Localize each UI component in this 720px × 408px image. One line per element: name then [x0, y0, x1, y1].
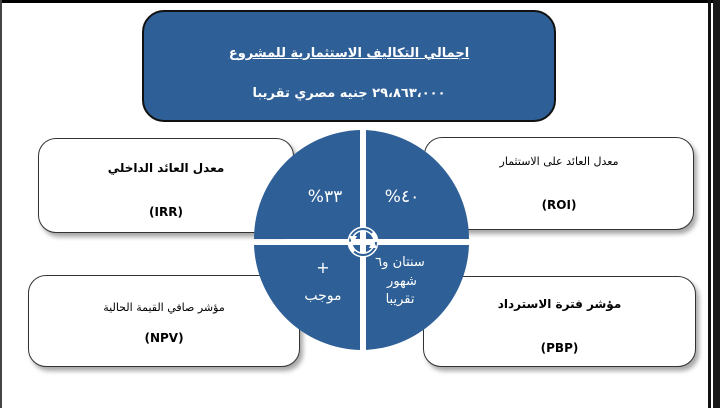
pbp-value-line3: تقريبا [385, 292, 415, 307]
irr-abbr: (IRR) [149, 205, 183, 219]
irr-title: معدل العائد الداخلي [107, 161, 225, 175]
roi-abbr: (ROI) [541, 198, 577, 212]
roi-value: %٤٠ [384, 187, 420, 207]
npv-abbr: (NPV) [144, 331, 184, 345]
pbp-title: مؤشر فترة الاسترداد [497, 297, 622, 311]
quadrant-top-left [254, 130, 360, 239]
pbp-value-line2: شهور [387, 274, 417, 289]
cycle-arrows-icon [349, 229, 377, 255]
irr-value: %٣٣ [307, 187, 343, 207]
npv-value-sign: + [316, 258, 330, 277]
npv-title: مؤشر صافي القيمة الحالية [103, 301, 225, 314]
total-investment-value: ٢٩،٨٦٣،٠٠٠ جنيه مصري تقريبا [252, 86, 446, 101]
total-investment-title: اجمالي التكاليف الاستثمارية للمشروع [228, 46, 470, 61]
quadrant-top-right [366, 130, 469, 239]
pbp-value-line1: سنتان و٦ [375, 255, 425, 270]
npv-value-label: موجب [304, 288, 342, 304]
pbp-abbr: (PBP) [540, 341, 579, 355]
roi-title: معدل العائد على الاستثمار [499, 155, 619, 168]
